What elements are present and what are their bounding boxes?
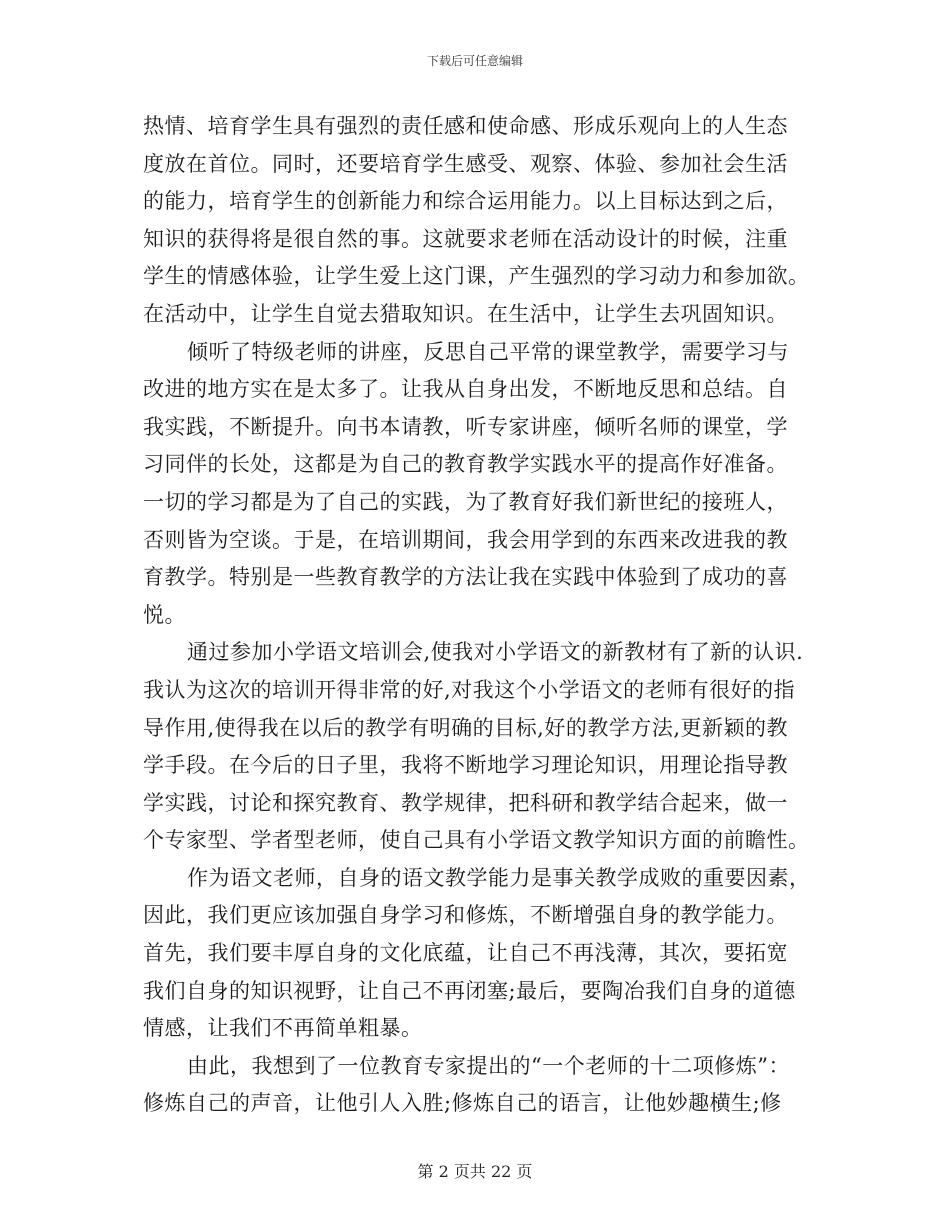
paragraph-start-line: 由此，我想到了一位教育专家提出的“一个老师的十二项修炼”： bbox=[187, 1053, 790, 1078]
text-line: 知识的获得将是很自然的事。这就要求老师在活动设计的时候，注重 bbox=[143, 226, 788, 251]
text-line: 首先，我们要丰厚自身的文化底蕴，让自己不再浅薄，其次，要拓宽 bbox=[143, 941, 788, 966]
text-line: 热情、培育学生具有强烈的责任感和使命感、形成乐观向上的人生态 bbox=[143, 114, 788, 138]
page-header: 下载后可任意编辑 bbox=[426, 54, 523, 68]
text-line: 育教学。特别是一些教育教学的方法让我在实践中体验到了成功的喜 bbox=[143, 565, 788, 590]
document-body bbox=[143, 108, 813, 1123]
text-line: 悦。 bbox=[143, 602, 186, 627]
text-line: 学手段。在今后的日子里，我将不断地学习理论知识，用理论指导教 bbox=[143, 753, 788, 778]
text-line: 习同伴的长处，这都是为自己的教育教学实践水平的提高作好准备。 bbox=[143, 452, 788, 477]
text-line: 改进的地方实在是太多了。让我从自身出发，不断地反思和总结。自 bbox=[143, 377, 788, 402]
text-line: 我实践，不断提升。向书本请教，听专家讲座，倾听名师的课堂，学 bbox=[143, 414, 788, 439]
text-line: 情感，让我们不再简单粗暴。 bbox=[143, 1016, 423, 1041]
text-line: 学实践，讨论和探究教育、教学规律，把科研和教学结合起来，做一 bbox=[143, 790, 788, 815]
text-line: 学生的情感体验，让学生爱上这门课，产生强烈的学习动力和参加欲。 bbox=[143, 264, 810, 289]
text-line: 一切的学习都是为了自己的实践，为了教育好我们新世纪的接班人， bbox=[143, 489, 788, 514]
text-line: 在活动中，让学生自觉去猎取知识。在生活中，让学生去巩固知识。 bbox=[143, 301, 788, 326]
text-line: 我们自身的知识视野，让自己不再闭塞;最后，要陶冶我们自身的道德 bbox=[143, 978, 796, 1003]
paragraph-start-line: 通过参加小学语文培训会,使我对小学语文的新教材有了新的认识. bbox=[187, 640, 804, 665]
text-line: 修炼自己的声音，让他引人入胜;修炼自己的语言，让他妙趣横生;修 bbox=[143, 1091, 782, 1116]
text-line: 导作用,使得我在以后的教学有明确的目标,好的教学方法,更新颖的教 bbox=[143, 715, 789, 740]
text-line: 否则皆为空谈。于是，在培训期间，我会用学到的东西来改进我的教 bbox=[143, 527, 788, 552]
text-line: 因此，我们更应该加强自身学习和修炼，不断增强自身的教学能力。 bbox=[143, 903, 788, 928]
paragraph-start-line: 作为语文老师，自身的语文教学能力是事关教学成败的重要因素， bbox=[187, 865, 811, 890]
text-line: 我认为这次的培训开得非常的好,对我这个小学语文的老师有很好的指 bbox=[143, 677, 796, 702]
paragraph-start-line: 倾听了特级老师的讲座，反思自己平常的课堂教学，需要学习与 bbox=[187, 339, 789, 364]
text-line: 的能力，培育学生的创新能力和综合运用能力。以上目标达到之后， bbox=[143, 189, 788, 214]
text-line: 个专家型、学者型老师，使自己具有小学语文教学知识方面的前瞻性。 bbox=[143, 828, 810, 853]
text-line: 度放在首位。同时，还要培育学生感受、观察、体验、参加社会生活 bbox=[143, 151, 788, 176]
page-footer: 第 2 页共 22 页 bbox=[417, 1162, 533, 1181]
